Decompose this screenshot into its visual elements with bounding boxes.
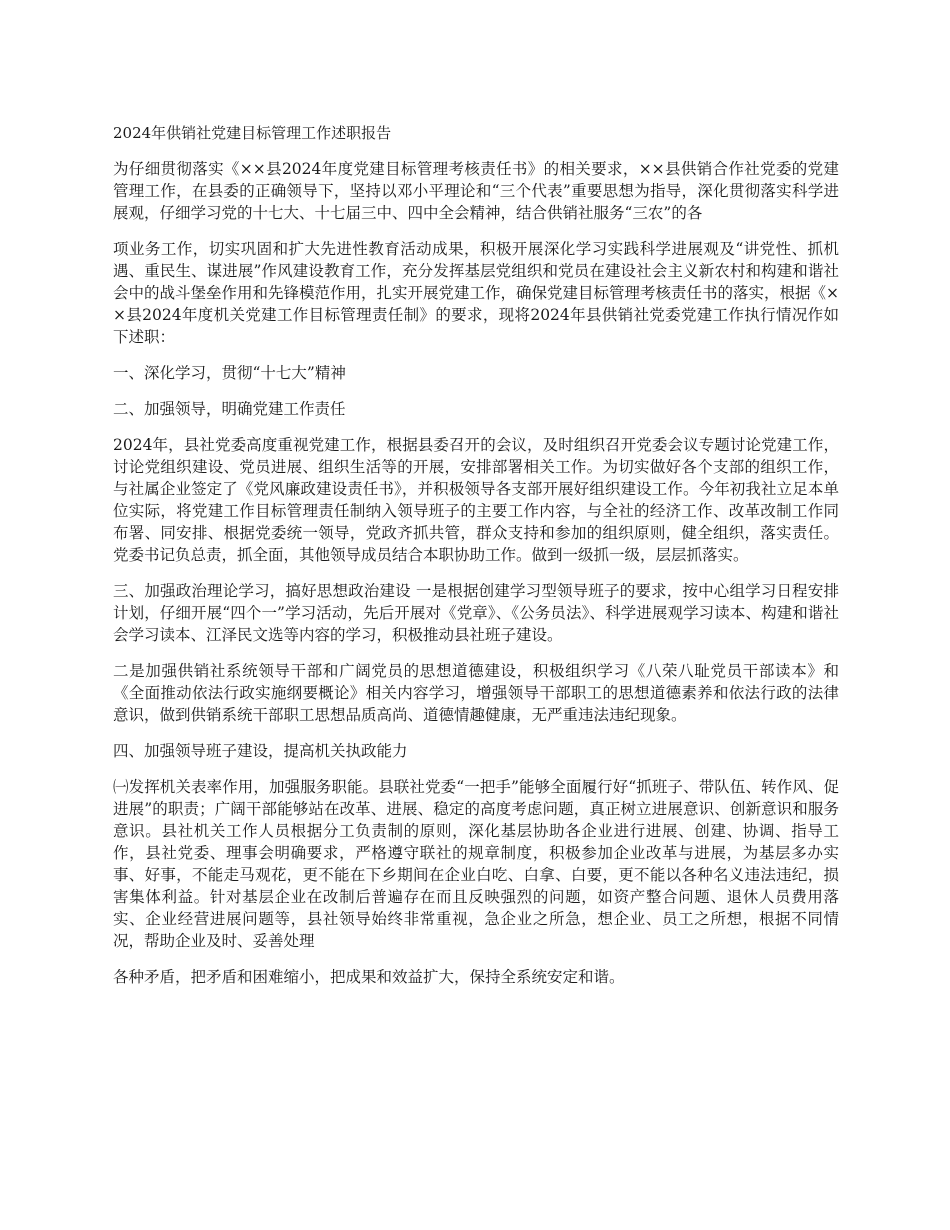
paragraph-intro-continued: 项业务工作，切实巩固和扩大先进性教育活动成果，积极开展深化学习实践科学进展观及“讲党性、抓机遇、重民生、谋进展”作风建设教育工作，充分发挥基层党组织和党员在建设社会主义新农村和构建和谐社会中的战斗堡垒作用和先锋模范作用，扎实开展党建工作，确保党建目标管理考核责任书的落实，根据《××县2024年度机关党建工作目标管理责任制》的要求，现将2024年县供销社党委党建工作执行情况作如下述职：: [113, 240, 839, 346]
paragraph-moral-building: 二是加强供销社系统领导干部和广阔党员的思想道德建设，积极组织学习《八荣八耻党员干部读本》和《全面推动依法行政实施纲要概论》相关内容学习，增强领导干部职工的思想道德素养和依法行政的法律意识，做到供销系统干部职工思想品质高尚、道德情趣健康，无严重违法违纪现象。: [113, 662, 839, 724]
paragraph-intro: 为仔细贯彻落实《××县2024年度党建目标管理考核责任书》的相关要求，××县供销合作社党委的党建管理工作，在县委的正确领导下，坚持以邓小平理论和“三个代表”重要思想为指导，深化贯彻落实科学进展观，仔细学习党的十七大、十七届三中、四中全会精神，结合供销社服务“三农”的各: [113, 160, 839, 222]
section-heading-4: 四、加强领导班子建设，提高机关执政能力: [113, 742, 408, 760]
paragraph-section-3: 三、加强政治理论学习，搞好思想政治建设 一是根据创建学习型领导班子的要求，按中心组学习日程安排计划，仔细开展“四个一”学习活动，先后开展对《党章》、《公务员法》、科学进展观学习读本、构建和谐社会学习读本、江泽民文选等内容的学习，积极推动县社班子建设。: [113, 582, 839, 644]
paragraph-leadership: 2024年，县社党委高度重视党建工作，根据县委召开的会议，及时组织召开党委会议专题讨论党建工作，讨论党组织建设、党员进展、组织生活等的开展，安排部署相关工作。为切实做好各个支部的组织工作，与社属企业签定了《党风廉政建设责任书》，并积极领导各支部开展好组织建设工作。今年初我社立足本单位实际，将党建工作目标管理责任制纳入领导班子的主要工作内容，与全社的经济工作、改革改制工作同布署、同安排、根据党委统一领导，党政齐抓共管，群众支持和参加的组织原则，健全组织，落实责任。党委书记负总责，抓全面，其他领导成员结合本职协助工作。做到一级抓一级，层层抓落实。: [113, 436, 839, 564]
paragraph-closing: 各种矛盾，把矛盾和困难缩小，把成果和效益扩大，保持全系统安定和谐。: [113, 968, 625, 986]
document-page: [113, 122, 839, 1002]
section-heading-1: 一、深化学习，贯彻“十七大”精神: [113, 364, 346, 382]
document-title: 2024年供销社党建目标管理工作述职报告: [113, 124, 392, 142]
section-heading-2: 二、加强领导，明确党建工作责任: [113, 400, 346, 418]
paragraph-service-role: ㈠发挥机关表率作用，加强服务职能。县联社党委“一把手”能够全面履行好“抓班子、带队伍、转作风、促进展”的职责；广阔干部能够站在改革、进展、稳定的高度考虑问题，真正树立进展意识、创新意识和服务意识。县社机关工作人员根据分工负责制的原则，深化基层协助各企业进行进展、创建、协调、指导工作，县社党委、理事会明确要求，严格遵守联社的规章制度，积极参加企业改革与进展，为基层多办实事、好事，不能走马观花，更不能在下乡期间在企业白吃、白拿、白要，更不能以各种名义违法违纪，损害集体利益。针对基层企业在改制后普遍存在而且反映强烈的问题，如资产整合问题、退休人员费用落实、企业经营进展问题等，县社领导始终非常重视，急企业之所急，想企业、员工之所想，根据不同情况，帮助企业及时、妥善处理: [113, 778, 839, 950]
